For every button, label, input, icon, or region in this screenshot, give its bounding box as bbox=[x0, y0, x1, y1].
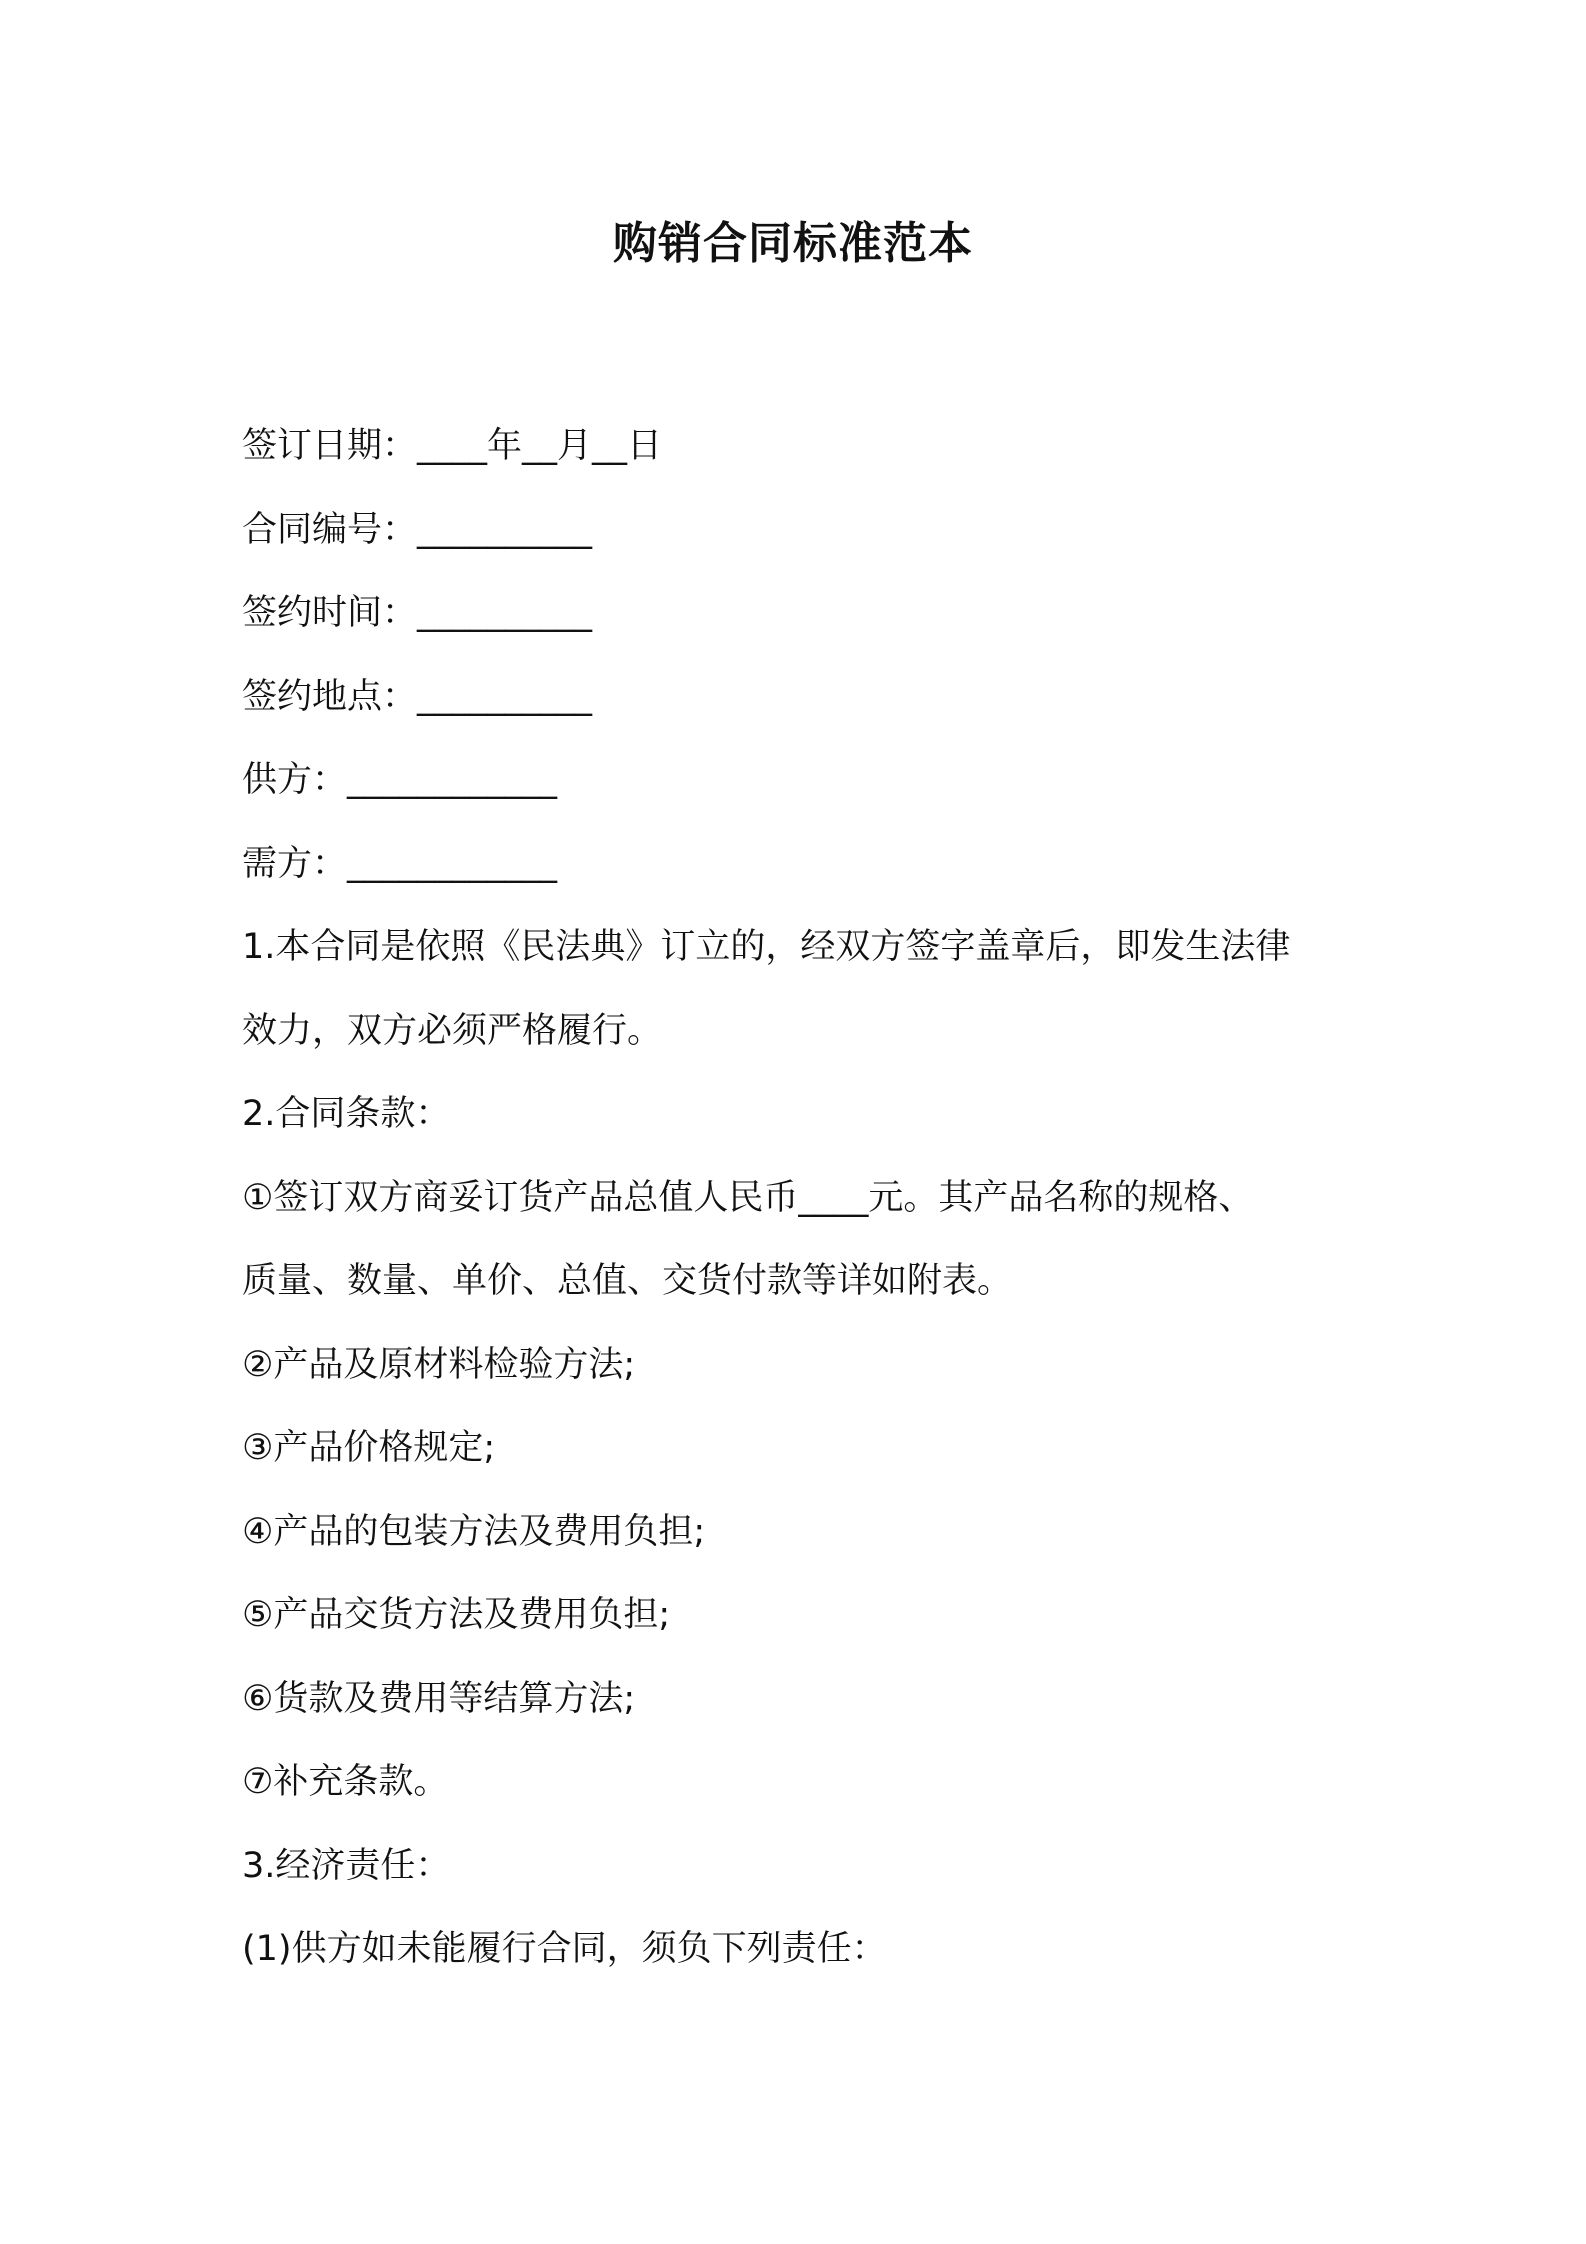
buyer-line: 需方：____________ bbox=[242, 843, 558, 884]
clause-2-heading: 2.合同条款： bbox=[242, 1094, 451, 1134]
clause-2-item-6: ⑥货款及费用等结算方法; bbox=[242, 1678, 636, 1719]
clause-2-item-1: ①签订双方商妥订货产品总值人民币____元。其产品名称的规格、 bbox=[242, 1177, 1254, 1218]
clause-2-item-5: ⑤产品交货方法及费用负担; bbox=[242, 1595, 671, 1635]
clause-1-text-cont: 效力，双方必须严格履行。 bbox=[242, 1010, 663, 1051]
clause-1-text: 1.本合同是依照《民法典》订立的，经双方签字盖章后，即发生法律 bbox=[242, 927, 1291, 967]
contract-number-line: 合同编号：__________ bbox=[242, 509, 593, 550]
document-body bbox=[242, 405, 1372, 1992]
document-title: 购销合同标准范本 bbox=[613, 218, 973, 269]
signing-time-line: 签约时间：__________ bbox=[242, 593, 593, 633]
clause-2-item-7: ⑦补充条款。 bbox=[242, 1762, 449, 1802]
clause-3-item-1: (1)供方如未能履行合同，须负下列责任： bbox=[242, 1929, 887, 1969]
clause-2-item-4: ④产品的包装方法及费用负担; bbox=[242, 1511, 706, 1552]
clause-2-item-1-cont: 质量、数量、单价、总值、交货付款等详如附表。 bbox=[242, 1261, 1013, 1301]
clause-3-heading: 3.经济责任： bbox=[242, 1845, 451, 1886]
clause-2-item-2: ②产品及原材料检验方法; bbox=[242, 1344, 636, 1385]
signing-date-line: 签订日期：____年__月__日 bbox=[242, 426, 663, 466]
supplier-line: 供方：____________ bbox=[242, 760, 558, 800]
signing-place-line: 签约地点：__________ bbox=[242, 676, 593, 717]
clause-2-item-3: ③产品价格规定; bbox=[242, 1428, 496, 1468]
